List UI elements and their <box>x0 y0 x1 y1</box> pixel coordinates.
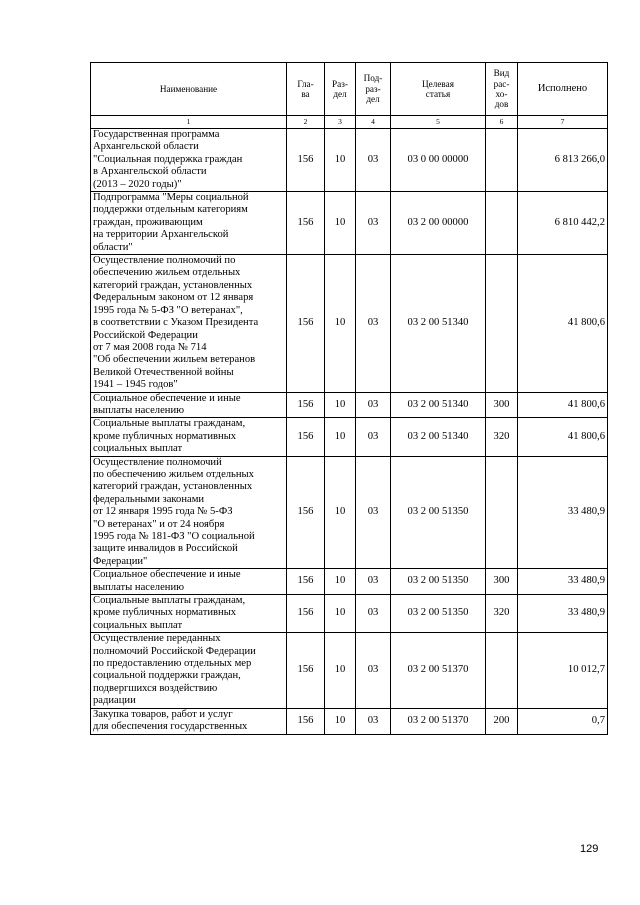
cell-vid-rashodov: 200 <box>486 708 518 734</box>
cell-ispolneno: 10 012,7 <box>518 633 608 708</box>
cell-razdel: 10 <box>325 418 356 456</box>
cell-name: Государственная программа Архангельской области "Социальная поддержка граждан в Архангельской области (2013 – 2020 годы)" <box>91 129 287 192</box>
cell-podrazdel: 03 <box>356 595 391 633</box>
cell-cel-statya: 03 2 00 51370 <box>391 633 486 708</box>
cell-vid-rashodov <box>486 192 518 255</box>
cell-glava: 156 <box>287 708 325 734</box>
cell-cel-statya: 03 2 00 51370 <box>391 708 486 734</box>
cell-cel-statya: 03 2 00 51350 <box>391 569 486 595</box>
cell-razdel: 10 <box>325 708 356 734</box>
cell-name: Социальные выплаты гражданам, кроме публичных нормативных социальных выплат <box>91 418 287 456</box>
cell-podrazdel: 03 <box>356 255 391 392</box>
table-row <box>91 129 608 192</box>
cell-razdel: 10 <box>325 255 356 392</box>
cell-vid-rashodov: 300 <box>486 392 518 418</box>
cell-podrazdel: 03 <box>356 418 391 456</box>
cell-name: Осуществление полномочий по обеспечению жильем отдельных категорий граждан, установленных Федеральным законом от 12 января 1995 года № 5-ФЗ "О ветеранах", в соответствии с Указом Президента Российской Федерации от 7 мая 2008 года № 714 "Об обеспечении жильем ветеранов Великой Отечественной войны 1941 – 1945 годов" <box>91 255 287 392</box>
column-number: 6 <box>486 116 518 129</box>
cell-vid-rashodov: 300 <box>486 569 518 595</box>
cell-name: Осуществление переданных полномочий Российской Федерации по предоставлению отдельных мер социальной поддержки граждан, подвергшихся воздействию радиации <box>91 633 287 708</box>
header-row <box>91 63 608 116</box>
cell-ispolneno: 33 480,9 <box>518 595 608 633</box>
cell-name: Социальное обеспечение и иные выплаты населению <box>91 569 287 595</box>
cell-ispolneno: 0,7 <box>518 708 608 734</box>
page-number: 129 <box>580 843 599 855</box>
header-glava: Гла- ва <box>287 63 325 116</box>
cell-razdel: 10 <box>325 595 356 633</box>
cell-razdel: 10 <box>325 456 356 569</box>
cell-razdel: 10 <box>325 392 356 418</box>
cell-cel-statya: 03 2 00 00000 <box>391 192 486 255</box>
cell-podrazdel: 03 <box>356 129 391 192</box>
cell-glava: 156 <box>287 569 325 595</box>
cell-vid-rashodov <box>486 255 518 392</box>
table-row <box>91 633 608 708</box>
cell-razdel: 10 <box>325 569 356 595</box>
cell-glava: 156 <box>287 595 325 633</box>
cell-ispolneno: 6 810 442,2 <box>518 192 608 255</box>
cell-razdel: 10 <box>325 633 356 708</box>
cell-cel-statya: 03 2 00 51340 <box>391 255 486 392</box>
table-row <box>91 392 608 418</box>
cell-name: Социальные выплаты гражданам, кроме публичных нормативных социальных выплат <box>91 595 287 633</box>
cell-glava: 156 <box>287 392 325 418</box>
table-row <box>91 255 608 392</box>
table-body <box>91 129 608 735</box>
cell-cel-statya: 03 2 00 51350 <box>391 456 486 569</box>
cell-vid-rashodov <box>486 456 518 569</box>
header-cel-statya: Целевая статья <box>391 63 486 116</box>
budget-table <box>90 62 608 735</box>
cell-ispolneno: 33 480,9 <box>518 569 608 595</box>
table-row <box>91 708 608 734</box>
cell-podrazdel: 03 <box>356 192 391 255</box>
cell-podrazdel: 03 <box>356 392 391 418</box>
column-number-row <box>91 116 608 129</box>
header-name: Наименование <box>91 63 287 116</box>
cell-cel-statya: 03 2 00 51350 <box>391 595 486 633</box>
table-row <box>91 192 608 255</box>
column-number: 4 <box>356 116 391 129</box>
cell-cel-statya: 03 2 00 51340 <box>391 392 486 418</box>
cell-cel-statya: 03 0 00 00000 <box>391 129 486 192</box>
cell-razdel: 10 <box>325 192 356 255</box>
cell-podrazdel: 03 <box>356 456 391 569</box>
cell-glava: 156 <box>287 255 325 392</box>
column-number: 7 <box>518 116 608 129</box>
cell-ispolneno: 41 800,6 <box>518 392 608 418</box>
cell-glava: 156 <box>287 192 325 255</box>
cell-name: Социальное обеспечение и иные выплаты населению <box>91 392 287 418</box>
cell-glava: 156 <box>287 418 325 456</box>
cell-glava: 156 <box>287 129 325 192</box>
table-row <box>91 569 608 595</box>
cell-vid-rashodov: 320 <box>486 418 518 456</box>
cell-ispolneno: 6 813 266,0 <box>518 129 608 192</box>
cell-vid-rashodov <box>486 633 518 708</box>
cell-razdel: 10 <box>325 129 356 192</box>
cell-name: Подпрограмма "Меры социальной поддержки отдельным категориям граждан, проживающим на территории Архангельской области" <box>91 192 287 255</box>
table-row <box>91 418 608 456</box>
cell-podrazdel: 03 <box>356 708 391 734</box>
header-ispolneno: Исполнено <box>518 63 608 116</box>
cell-cel-statya: 03 2 00 51340 <box>391 418 486 456</box>
cell-glava: 156 <box>287 633 325 708</box>
header-razdel: Раз- дел <box>325 63 356 116</box>
cell-ispolneno: 41 800,6 <box>518 418 608 456</box>
cell-glava: 156 <box>287 456 325 569</box>
column-number: 1 <box>91 116 287 129</box>
cell-vid-rashodov: 320 <box>486 595 518 633</box>
table-row <box>91 595 608 633</box>
cell-podrazdel: 03 <box>356 633 391 708</box>
header-podrazdel: Под- раз- дел <box>356 63 391 116</box>
cell-podrazdel: 03 <box>356 569 391 595</box>
column-number: 2 <box>287 116 325 129</box>
cell-name: Осуществление полномочий по обеспечению жильем отдельных категорий граждан, установленных федеральными законами от 12 января 1995 года № 5-ФЗ "О ветеранах" и от 24 ноября 1995 года № 181-ФЗ "О социальной защите инвалидов в Российской Федерации" <box>91 456 287 569</box>
cell-name: Закупка товаров, работ и услуг для обеспечения государственных <box>91 708 287 734</box>
cell-vid-rashodov <box>486 129 518 192</box>
column-number: 5 <box>391 116 486 129</box>
table-row <box>91 456 608 569</box>
cell-ispolneno: 33 480,9 <box>518 456 608 569</box>
cell-ispolneno: 41 800,6 <box>518 255 608 392</box>
column-number: 3 <box>325 116 356 129</box>
header-vid-rashodov: Вид рас- хо- дов <box>486 63 518 116</box>
